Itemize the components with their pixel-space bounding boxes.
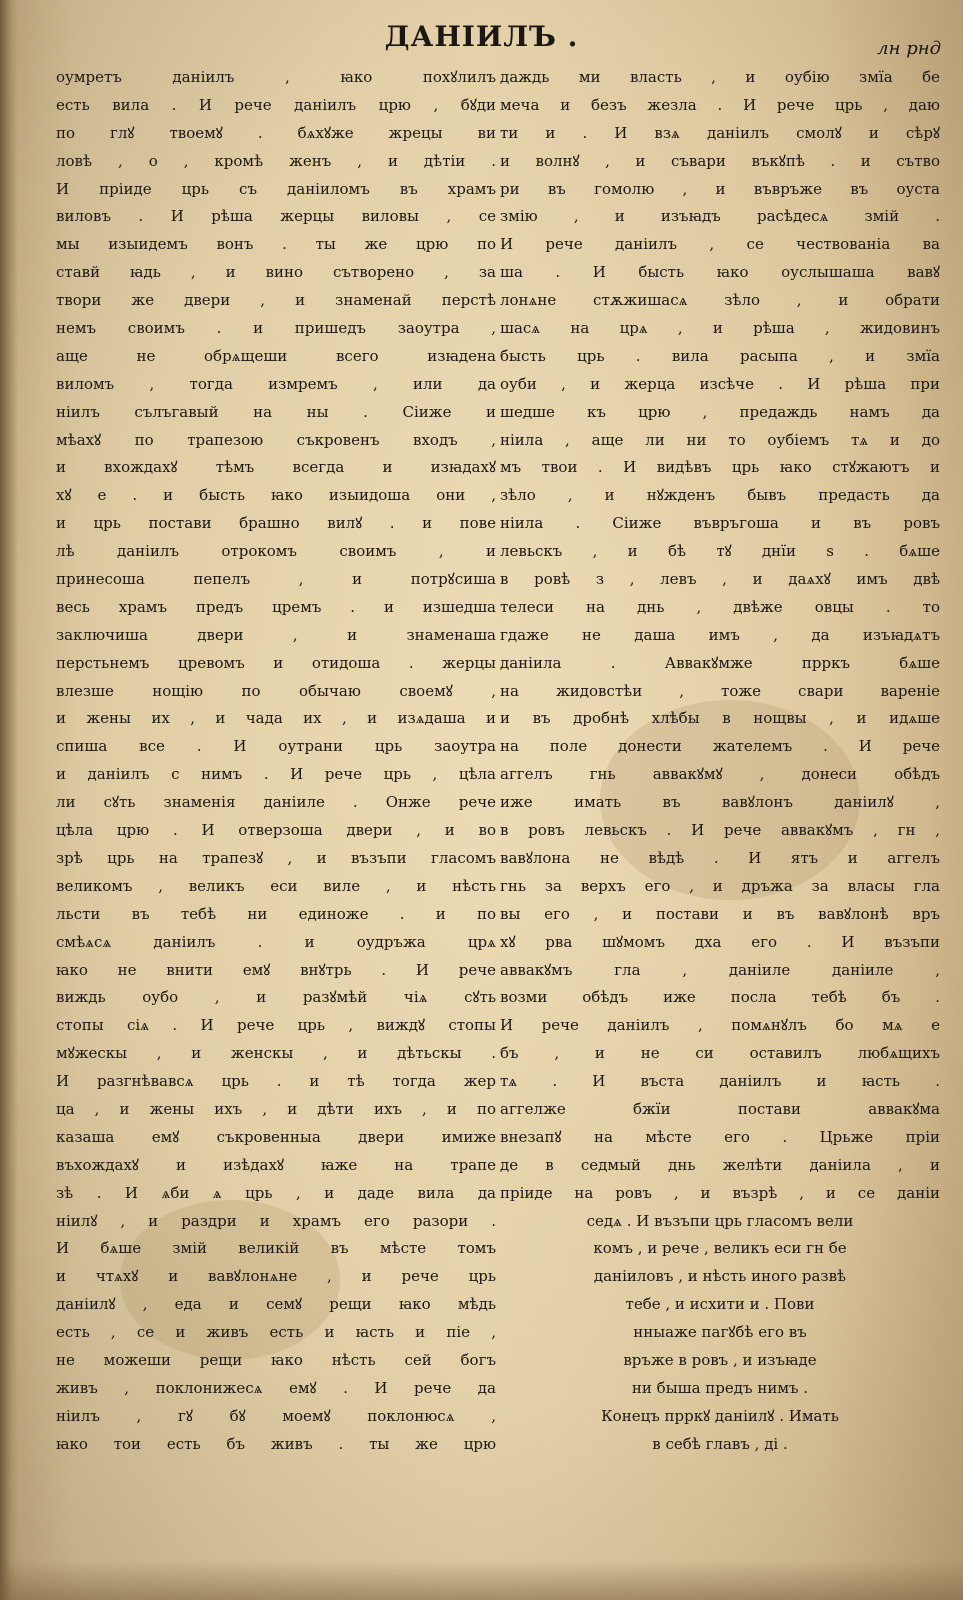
text-line: ставй ꙗдь , и вино сътворено , за bbox=[56, 263, 496, 282]
text-line: ри въ гомолю , и въвръже въ оуста bbox=[500, 179, 940, 198]
text-line: вы его , и постави и въ вавꙋлонѣ връ bbox=[500, 904, 940, 923]
text-line: немъ своимъ . и пришедъ заоутра , bbox=[56, 319, 496, 338]
text-line: в ровѣ з , левъ , и даѧхꙋ имъ двѣ bbox=[500, 570, 940, 589]
text-line: на поле донести жателемъ . И рече bbox=[500, 737, 940, 756]
text-line: ніилꙋ , и раздри и храмъ его разори . bbox=[56, 1211, 496, 1230]
text-line: И разгнѣвавсѧ црь . и тѣ тогда жер bbox=[56, 1072, 496, 1091]
text-line: ша . И бысть ꙗко оуслышаша вавꙋ bbox=[500, 263, 940, 282]
text-line: зѣ . И ѧби ѧ црь , и даде вила да bbox=[56, 1183, 496, 1202]
text-line: ти и . И взѧ даніилъ смолꙋ и сѣрꙋ bbox=[500, 123, 940, 142]
text-line: даніиловъ , и нѣсть иного развѣ bbox=[593, 1267, 847, 1286]
text-line: шасѧ на црѧ , и рѣша , жидовинъ bbox=[500, 319, 940, 338]
text-line: на жидовстѣи , тоже свари вареніе bbox=[500, 681, 940, 700]
text-line: ловѣ , о , кромѣ женъ , и дѣтіи . bbox=[56, 151, 496, 170]
text-line: левьскъ , и бѣ тꙋ днїи s . бѧше bbox=[500, 542, 940, 561]
text-line: и въ дробнѣ хлѣбы в нощвы , и идѧше bbox=[500, 709, 940, 728]
text-line: ꙗко не внити емꙋ внꙋтрь . И рече bbox=[56, 960, 496, 979]
text-line: заключиша двери , и знаменаша bbox=[56, 625, 496, 644]
running-title: ДАНІИЛЪ . bbox=[384, 20, 579, 53]
text-line: И рече даніилъ , помѧнꙋлъ бо мѧ е bbox=[500, 1016, 940, 1035]
page-edge-shadow bbox=[0, 0, 18, 1600]
text-line: в себѣ главъ , ді . bbox=[652, 1434, 788, 1453]
text-line: льсти въ тебѣ ни единоже . и по bbox=[56, 904, 496, 923]
text-line: виждь оубо , и разꙋмѣй чіѧ сꙋть bbox=[56, 988, 496, 1007]
text-line: великомъ , великъ еси виле , и нѣсть bbox=[56, 876, 496, 895]
page-bottom-shadow bbox=[0, 1560, 963, 1600]
text-line: есть , се и живъ есть и ꙗсть и піе , bbox=[56, 1323, 496, 1342]
text-line: въхождахꙋ и изѣдахꙋ ꙗже на трапе bbox=[56, 1155, 496, 1174]
text-line: змію , и изъꙗдъ расѣдесѧ змій . bbox=[500, 207, 940, 226]
text-line: перстьнемъ цревомъ и отидоша . жерцы bbox=[56, 653, 496, 672]
text-line: ꙗко тои есть бъ живъ . ты же црю bbox=[56, 1434, 496, 1453]
folio-number: лн рнд bbox=[877, 38, 941, 59]
text-line: бысть црь . вила расыпа , и змїа bbox=[500, 346, 940, 365]
text-line: ніилъ сълъгавый на ны . Сіиже и bbox=[56, 402, 496, 421]
text-line: ца , и жены ихъ , и дѣти ихъ , и по bbox=[56, 1099, 496, 1118]
text-line: бъ , и не си оставилъ любѧщихъ bbox=[500, 1044, 940, 1063]
text-line: внезапꙋ на мѣсте его . Црьже пріи bbox=[500, 1127, 940, 1146]
text-line: седѧ . И възъпи црь гласомъ вели bbox=[586, 1211, 854, 1230]
text-line: оуби , и жерца изсѣче . И рѣша при bbox=[500, 374, 940, 393]
text-line: ніила , аще ли ни то оубіемъ тѧ и до bbox=[500, 430, 940, 449]
text-line: хꙋ рва шꙋмомъ дха его . И възъпи bbox=[500, 932, 940, 951]
text-line: вавꙋлона не вѣдѣ . И ятъ и аггелъ bbox=[500, 848, 940, 867]
text-line: ніилъ , гꙋ бꙋ моемꙋ поклонюсѧ , bbox=[56, 1406, 496, 1425]
text-line: и жены их , и чада их , и изѧдаша и bbox=[56, 709, 496, 728]
text-line: връже в ровъ , и изъꙗде bbox=[623, 1350, 817, 1369]
text-line: нныаже пагꙋбѣ его въ bbox=[633, 1323, 807, 1342]
text-line: виловъ . И рѣша жерцы виловы , се bbox=[56, 207, 496, 226]
text-line: хꙋ е . и бысть ꙗко изыидоша они , bbox=[56, 486, 496, 505]
text-line: Конецъ прркꙋ даніилꙋ . Имать bbox=[601, 1406, 839, 1425]
text-line: цѣла црю . И отверзоша двери , и во bbox=[56, 821, 496, 840]
text-line: тѧ . И въста даніилъ и ꙗсть . bbox=[500, 1072, 940, 1091]
text-line: стопы сіѧ . И рече црь , виждꙋ стопы bbox=[56, 1016, 496, 1035]
text-line: виломъ , тогда измремъ , или да bbox=[56, 374, 496, 393]
text-line: по глꙋ твоемꙋ . бѧхꙋже жрецы ви bbox=[56, 123, 496, 142]
text-line: даніилꙋ , еда и семꙋ рещи ꙗко мѣдь bbox=[56, 1295, 496, 1314]
text-line: и чтѧхꙋ и вавꙋлонѧне , и рече црь bbox=[56, 1267, 496, 1286]
text-line: И рече даніилъ , се чествованіа ва bbox=[500, 235, 940, 254]
text-line: И пріиде црь съ даніиломъ въ храмъ bbox=[56, 179, 496, 198]
text-column-left bbox=[56, 64, 496, 1459]
text-line: даждь ми власть , и оубію змїа бе bbox=[500, 68, 940, 86]
text-line: казаша емꙋ съкровенныа двери имиже bbox=[56, 1127, 496, 1146]
text-line: весь храмъ предъ цремъ . и изшедша bbox=[56, 597, 496, 616]
text-line: влезше нощію по обычаю своемꙋ , bbox=[56, 681, 496, 700]
text-line: лѣ даніилъ отрокомъ своимъ , и bbox=[56, 542, 496, 561]
text-line: зѣло , и нꙋжденъ бывъ предасть да bbox=[500, 486, 940, 505]
text-line: ли сꙋть знаменія даніиле . Онже рече bbox=[56, 793, 496, 812]
text-line: лонѧне стѫжишасѧ зѣло , и обрати bbox=[500, 291, 940, 310]
text-line: и црь постави брашно вилꙋ . и пове bbox=[56, 514, 496, 533]
text-line: шедше къ црю , предаждь намъ да bbox=[500, 402, 940, 421]
text-line: иже имать въ вавꙋлонъ даніилꙋ , bbox=[500, 793, 940, 812]
text-line: аггелъ гнь аввакꙋмꙋ , донеси обѣдъ bbox=[500, 765, 940, 784]
text-line: мꙋжескы , и женскы , и дѣтьскы . bbox=[56, 1044, 496, 1063]
text-line: гнь за верхъ его , и дръжа за власы гла bbox=[500, 876, 940, 895]
text-line: твори же двери , и знаменай перстѣ bbox=[56, 291, 496, 310]
text-line: комъ , и рече , великъ еси гн бе bbox=[593, 1239, 847, 1258]
text-line: пріиде на ровъ , и възрѣ , и се даніи bbox=[500, 1183, 940, 1202]
text-line: мѣахꙋ по трапезою съкровенъ входъ , bbox=[56, 430, 496, 449]
text-line: аввакꙋмъ гла , даніиле даніиле , bbox=[500, 960, 940, 979]
text-line: мы изыидемъ вонъ . ты же црю по bbox=[56, 235, 496, 254]
text-column-right bbox=[500, 64, 940, 1459]
text-line: в ровъ левьскъ . И рече аввакꙋмъ , гн , bbox=[500, 821, 940, 840]
text-line: и даніилъ с нимъ . И рече црь , цѣла bbox=[56, 765, 496, 784]
text-line: смѣѧсѧ даніилъ . и оудръжа црѧ bbox=[56, 932, 496, 951]
text-line: гдаже не даша имъ , да изъꙗдѧтъ bbox=[500, 625, 940, 644]
text-line: и вхождахꙋ тѣмъ всегда и изꙗдахꙋ bbox=[56, 458, 496, 477]
text-line: не можеши рещи ꙗко нѣсть сей богъ bbox=[56, 1350, 496, 1369]
text-line: ніила . Сіиже въвръгоша и въ ровъ bbox=[500, 514, 940, 533]
text-line: спиша все . И оутрани црь заоутра bbox=[56, 737, 496, 756]
text-line: де в седмый днь желѣти даніила , и bbox=[500, 1155, 940, 1174]
text-line: аще не обрѧщеши всего изꙗдена bbox=[56, 346, 496, 365]
text-line: ни быша предъ нимъ . bbox=[631, 1378, 809, 1397]
text-line: И бѧше змій великій въ мѣсте томъ bbox=[56, 1239, 496, 1258]
text-line: возми обѣдъ иже посла тебѣ бъ . bbox=[500, 988, 940, 1007]
text-line: меча и безъ жезла . И рече црь , даю bbox=[500, 95, 940, 114]
text-line: аггелже бжїи постави аввакꙋма bbox=[500, 1099, 940, 1118]
text-line: живъ , поклонижесѧ емꙋ . И рече да bbox=[56, 1378, 496, 1397]
text-line: мъ твои . И видѣвъ црь ꙗко стꙋжаютъ и bbox=[500, 458, 940, 477]
text-line: телеси на днь , двѣже овцы . то bbox=[500, 597, 940, 616]
text-line: есть вила . И рече даніилъ црю , бꙋди bbox=[56, 95, 496, 114]
text-line: даніила . Аввакꙋмже прркъ бѧше bbox=[500, 653, 940, 672]
text-line: оумретъ даніилъ , ꙗко похꙋлилъ bbox=[56, 68, 496, 86]
text-line: тебе , и исхити и . Пови bbox=[625, 1295, 815, 1314]
text-line: и волнꙋ , и съвари въкꙋпѣ . и сътво bbox=[500, 151, 940, 170]
text-line: зрѣ црь на трапезꙋ , и възъпи гласомъ bbox=[56, 848, 496, 867]
text-line: принесоша пепелъ , и потрꙋсиша bbox=[56, 570, 496, 589]
